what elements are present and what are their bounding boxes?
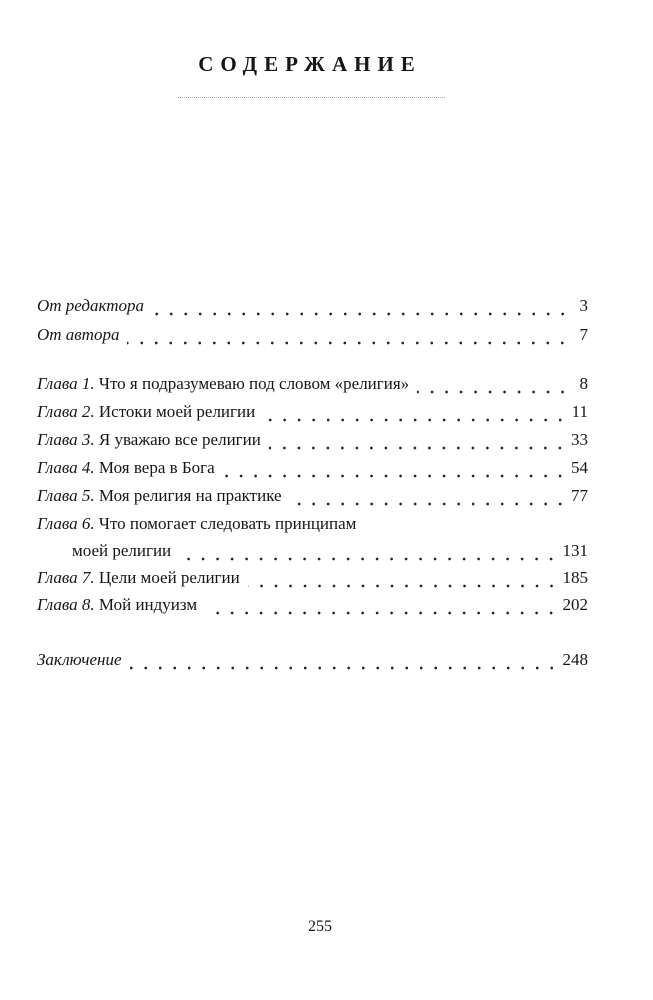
toc-entry xyxy=(37,568,588,592)
entry-label: Глава 7. xyxy=(37,568,95,587)
dot-leader xyxy=(290,502,567,506)
toc-entry xyxy=(37,296,588,320)
dot-leader xyxy=(179,557,558,561)
entry-page: 33 xyxy=(571,430,588,449)
toc-entry xyxy=(37,458,588,482)
entry-label: От автора xyxy=(37,325,120,344)
toc-entry xyxy=(37,595,588,619)
entry-label: Глава 5. xyxy=(37,486,95,505)
page-title: СОДЕРЖАНИЕ xyxy=(198,52,422,76)
entry-title: Мой индуизм xyxy=(94,595,198,614)
page-number: 255 xyxy=(308,918,332,935)
entry-label: Глава 4. xyxy=(37,458,95,477)
title-divider xyxy=(178,97,445,98)
entry-page: 54 xyxy=(571,458,588,477)
entry-page: 131 xyxy=(562,541,588,560)
entry-page: 77 xyxy=(571,486,588,505)
entry-page: 248 xyxy=(562,650,588,669)
toc-entry xyxy=(37,374,588,398)
entry-title: Что помогает следовать принципам xyxy=(94,514,357,533)
dot-leader xyxy=(248,584,559,588)
entry-title: Моя религия на практике xyxy=(94,486,282,505)
toc-entry xyxy=(37,650,588,674)
toc-entry xyxy=(37,325,588,349)
toc-entry xyxy=(37,402,588,426)
entry-label: Глава 2. xyxy=(37,402,95,421)
toc-entry-continuation xyxy=(72,541,588,565)
dot-leader xyxy=(263,418,567,422)
entry-title: Истоки моей религии xyxy=(94,402,256,421)
dot-leader xyxy=(205,611,558,615)
entry-title: Что я подразумеваю под словом «религия» xyxy=(94,374,410,393)
entry-title: Моя вера в Бога xyxy=(94,458,215,477)
dot-leader xyxy=(130,666,559,670)
dot-leader xyxy=(127,341,570,345)
dot-leader xyxy=(152,312,570,316)
entry-page: 7 xyxy=(579,325,588,344)
entry-title: Я уважаю все религии xyxy=(94,430,261,449)
dot-leader xyxy=(417,390,570,394)
entry-page: 11 xyxy=(571,402,588,421)
entry-title: Цели моей религии xyxy=(94,568,240,587)
entry-label: Глава 1. xyxy=(37,374,95,393)
dot-leader xyxy=(269,446,567,450)
entry-page: 185 xyxy=(562,568,588,587)
dot-leader xyxy=(223,474,567,478)
entry-page: 3 xyxy=(579,296,588,315)
toc-entry xyxy=(37,486,588,510)
entry-page: 8 xyxy=(579,374,588,393)
entry-page: 202 xyxy=(562,595,588,614)
entry-title-continued: моей религии xyxy=(72,541,172,560)
entry-label: Глава 8. xyxy=(37,595,95,614)
entry-label: Заключение xyxy=(37,650,122,669)
toc-entry xyxy=(37,514,588,538)
toc-entry xyxy=(37,430,588,454)
entry-label: Глава 3. xyxy=(37,430,95,449)
entry-label: Глава 6. xyxy=(37,514,95,533)
entry-label: От редактора xyxy=(37,296,145,315)
